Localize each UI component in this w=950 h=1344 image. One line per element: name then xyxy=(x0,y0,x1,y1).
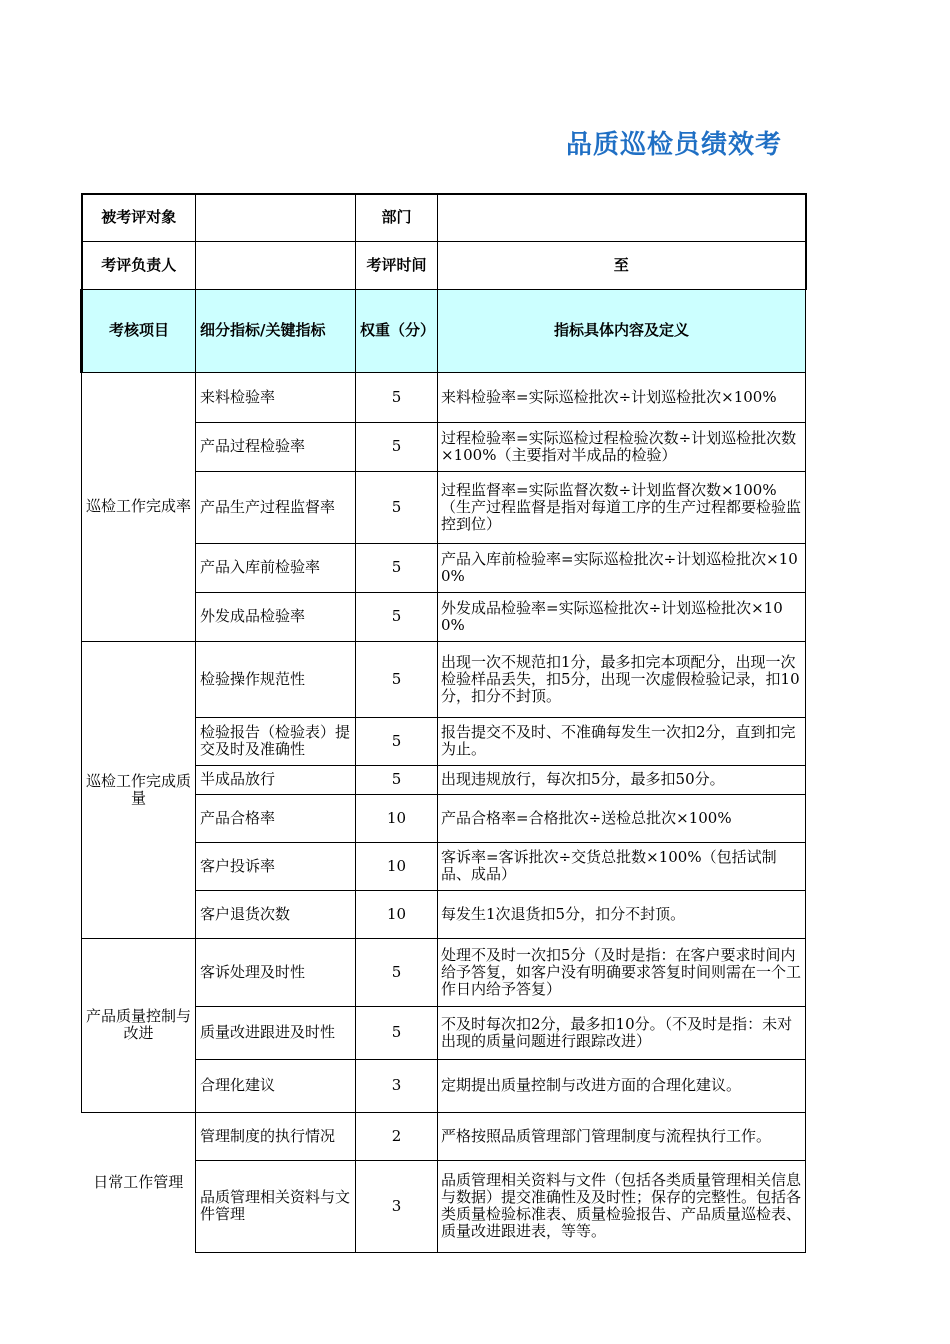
definition-cell: 过程检验率=实际巡检过程检验次数÷计划巡检批次数×100%（主要指对半成品的检验） xyxy=(438,422,806,471)
table-row xyxy=(82,1112,806,1160)
sub-indicator: 合理化建议 xyxy=(196,1059,356,1112)
page-title-area xyxy=(0,118,950,168)
sub-indicator: 外发成品检验率 xyxy=(196,592,356,641)
weight-cell: 5 xyxy=(356,765,438,794)
definition-cell: 来料检验率=实际巡检批次÷计划巡检批次×100% xyxy=(438,372,806,422)
weight-cell: 2 xyxy=(356,1112,438,1160)
col-header-weight: 权重（分） xyxy=(356,289,438,372)
weight-cell: 3 xyxy=(356,1059,438,1112)
definition-cell: 产品合格率=合格批次÷送检总批次×100% xyxy=(438,794,806,842)
definition-cell: 外发成品检验率=实际巡检批次÷计划巡检批次×100% xyxy=(438,592,806,641)
table-row xyxy=(82,641,806,717)
weight-cell: 5 xyxy=(356,471,438,543)
sub-indicator: 产品生产过程监督率 xyxy=(196,471,356,543)
sub-indicator: 质量改进跟进及时性 xyxy=(196,1006,356,1059)
header-row-reviewer xyxy=(82,241,806,289)
weight-cell: 5 xyxy=(356,592,438,641)
sub-indicator: 客诉处理及时性 xyxy=(196,938,356,1006)
table-row xyxy=(82,938,806,1006)
sub-indicator: 客户投诉率 xyxy=(196,842,356,890)
definition-cell: 过程监督率=实际监督次数÷计划监督次数×100%（生产过程监督是指对每道工序的生产过程都要检验监控到位） xyxy=(438,471,806,543)
weight-cell: 5 xyxy=(356,372,438,422)
weight-cell: 5 xyxy=(356,641,438,717)
column-header-row xyxy=(82,289,806,372)
label-dept: 部门 xyxy=(356,194,438,241)
sub-indicator: 来料检验率 xyxy=(196,372,356,422)
weight-cell: 3 xyxy=(356,1160,438,1252)
sub-indicator: 客户退货次数 xyxy=(196,890,356,938)
dept-value-cell[interactable] xyxy=(438,194,806,241)
page-title: 品质巡检员绩效考 xyxy=(566,130,783,160)
weight-cell: 5 xyxy=(356,543,438,592)
label-period: 考评时间 xyxy=(356,241,438,289)
weight-cell: 10 xyxy=(356,842,438,890)
sub-indicator: 半成品放行 xyxy=(196,765,356,794)
evaluation-table xyxy=(80,193,807,1253)
definition-cell: 处理不及时一次扣5分（及时是指：在客户要求时间内给予答复，如客户没有明确要求答复时间则需在一个工作日内给予答复） xyxy=(438,938,806,1006)
category-cell: 巡检工作完成率 xyxy=(82,372,196,641)
period-value-cell[interactable]: 至 xyxy=(438,241,806,289)
header-row-target xyxy=(82,194,806,241)
definition-cell: 品质管理相关资料与文件（包括各类质量管理相关信息与数据）提交准确性及及时性；保存的完整性。包括各类质量检验标准表、质量检验报告、产品质量巡检表、质量改进跟进表，等等。 xyxy=(438,1160,806,1252)
col-header-definition: 指标具体内容及定义 xyxy=(438,289,806,372)
weight-cell: 10 xyxy=(356,890,438,938)
sub-indicator: 产品过程检验率 xyxy=(196,422,356,471)
category-cell: 产品质量控制与改进 xyxy=(82,938,196,1112)
label-target: 被考评对象 xyxy=(82,194,196,241)
definition-cell: 每发生1次退货扣5分，扣分不封顶。 xyxy=(438,890,806,938)
definition-cell: 出现违规放行，每次扣5分，最多扣50分。 xyxy=(438,765,806,794)
weight-cell: 5 xyxy=(356,717,438,765)
definition-cell: 客诉率=客诉批次÷交货总批数×100%（包括试制品、成品） xyxy=(438,842,806,890)
definition-cell: 报告提交不及时、不准确每发生一次扣2分，直到扣完为止。 xyxy=(438,717,806,765)
sub-indicator: 产品合格率 xyxy=(196,794,356,842)
sub-indicator: 品质管理相关资料与文件管理 xyxy=(196,1160,356,1252)
label-reviewer: 考评负责人 xyxy=(82,241,196,289)
target-value-cell[interactable] xyxy=(196,194,356,241)
sub-indicator: 检验报告（检验表）提交及时及准确性 xyxy=(196,717,356,765)
definition-cell: 出现一次不规范扣1分，最多扣完本项配分，出现一次检验样品丢失，扣5分，出现一次虚假检验记录，扣10分，扣分不封顶。 xyxy=(438,641,806,717)
weight-cell: 5 xyxy=(356,422,438,471)
weight-cell: 5 xyxy=(356,1006,438,1059)
category-cell: 日常工作管理 xyxy=(82,1112,196,1252)
definition-cell: 严格按照品质管理部门管理制度与流程执行工作。 xyxy=(438,1112,806,1160)
reviewer-value-cell[interactable] xyxy=(196,241,356,289)
definition-cell: 定期提出质量控制与改进方面的合理化建议。 xyxy=(438,1059,806,1112)
sub-indicator: 管理制度的执行情况 xyxy=(196,1112,356,1160)
definition-cell: 不及时每次扣2分，最多扣10分。（不及时是指：未对出现的质量问题进行跟踪改进） xyxy=(438,1006,806,1059)
col-header-item: 考核项目 xyxy=(82,289,196,372)
weight-cell: 10 xyxy=(356,794,438,842)
weight-cell: 5 xyxy=(356,938,438,1006)
definition-cell: 产品入库前检验率=实际巡检批次÷计划巡检批次×100% xyxy=(438,543,806,592)
category-cell: 巡检工作完成质量 xyxy=(82,641,196,938)
sub-indicator: 检验操作规范性 xyxy=(196,641,356,717)
table-row xyxy=(82,372,806,422)
sub-indicator: 产品入库前检验率 xyxy=(196,543,356,592)
col-header-sub: 细分指标/关键指标 xyxy=(196,289,356,372)
